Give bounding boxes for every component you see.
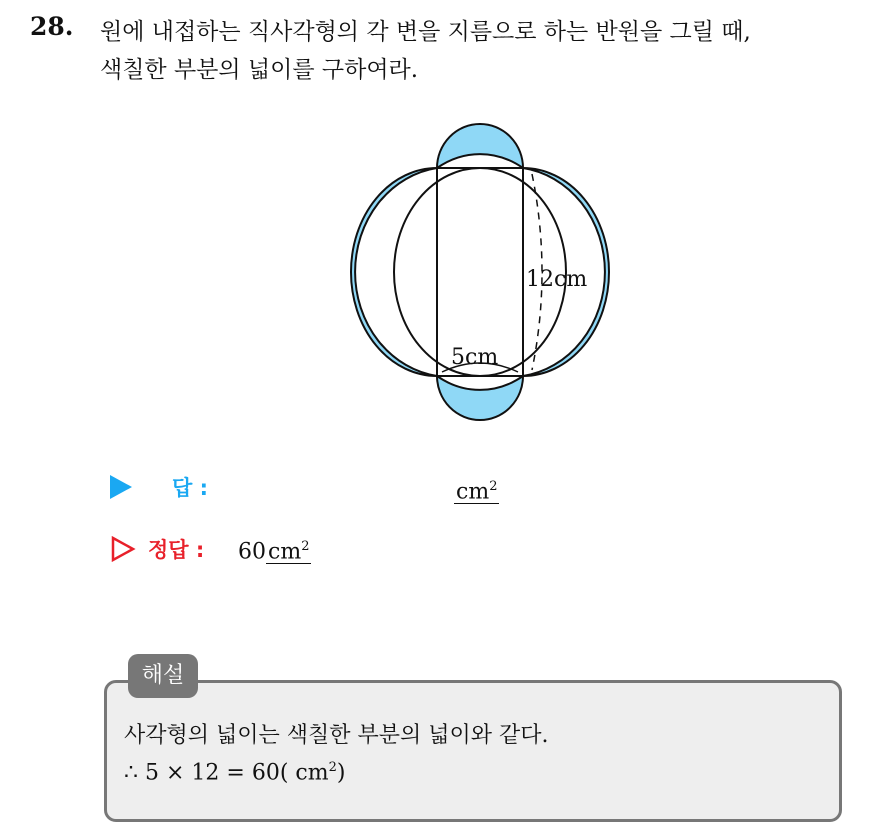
correct-unit-base: cm [268, 539, 302, 565]
explanation-eq: ∴ 5 × 12 = 60( cm [124, 760, 329, 786]
explanation-exponent: 2 [328, 760, 337, 775]
question-number: 28. [30, 12, 74, 41]
explanation-line-1: 사각형의 넓이는 색칠한 부분의 넓이와 같다. [124, 723, 549, 748]
explanation-tag: 해설 [128, 654, 198, 698]
explanation-line-2 [124, 760, 345, 785]
correct-marker-icon [110, 536, 136, 562]
question-line-2: 색칠한 부분의 넓이를 구하여라. [100, 57, 419, 83]
answer-marker-icon [110, 475, 132, 499]
answer-unit-base: cm [456, 479, 490, 505]
correct-value [238, 536, 311, 564]
height-label: 12cm [526, 267, 588, 292]
correct-label: 정답 : [148, 538, 205, 562]
explanation-box [104, 680, 842, 822]
correct-answer-row [108, 532, 528, 568]
question-line-1: 원에 내접하는 직사각형의 각 변을 지름으로 하는 반원을 그릴 때, [100, 19, 751, 45]
geometry-figure [320, 118, 650, 428]
answer-unit[interactable] [454, 476, 499, 504]
correct-number: 60 [238, 539, 266, 565]
question-text [100, 13, 870, 89]
answer-row [108, 470, 528, 504]
explanation-close: ) [336, 760, 346, 786]
correct-unit-exponent: 2 [301, 539, 310, 554]
answer-unit-exponent: 2 [489, 479, 498, 494]
correct-unit [266, 536, 311, 564]
answer-label: 답 : [172, 476, 208, 500]
bottom-lune [437, 376, 523, 420]
width-label: 5cm [451, 345, 499, 370]
top-lune [437, 124, 523, 168]
